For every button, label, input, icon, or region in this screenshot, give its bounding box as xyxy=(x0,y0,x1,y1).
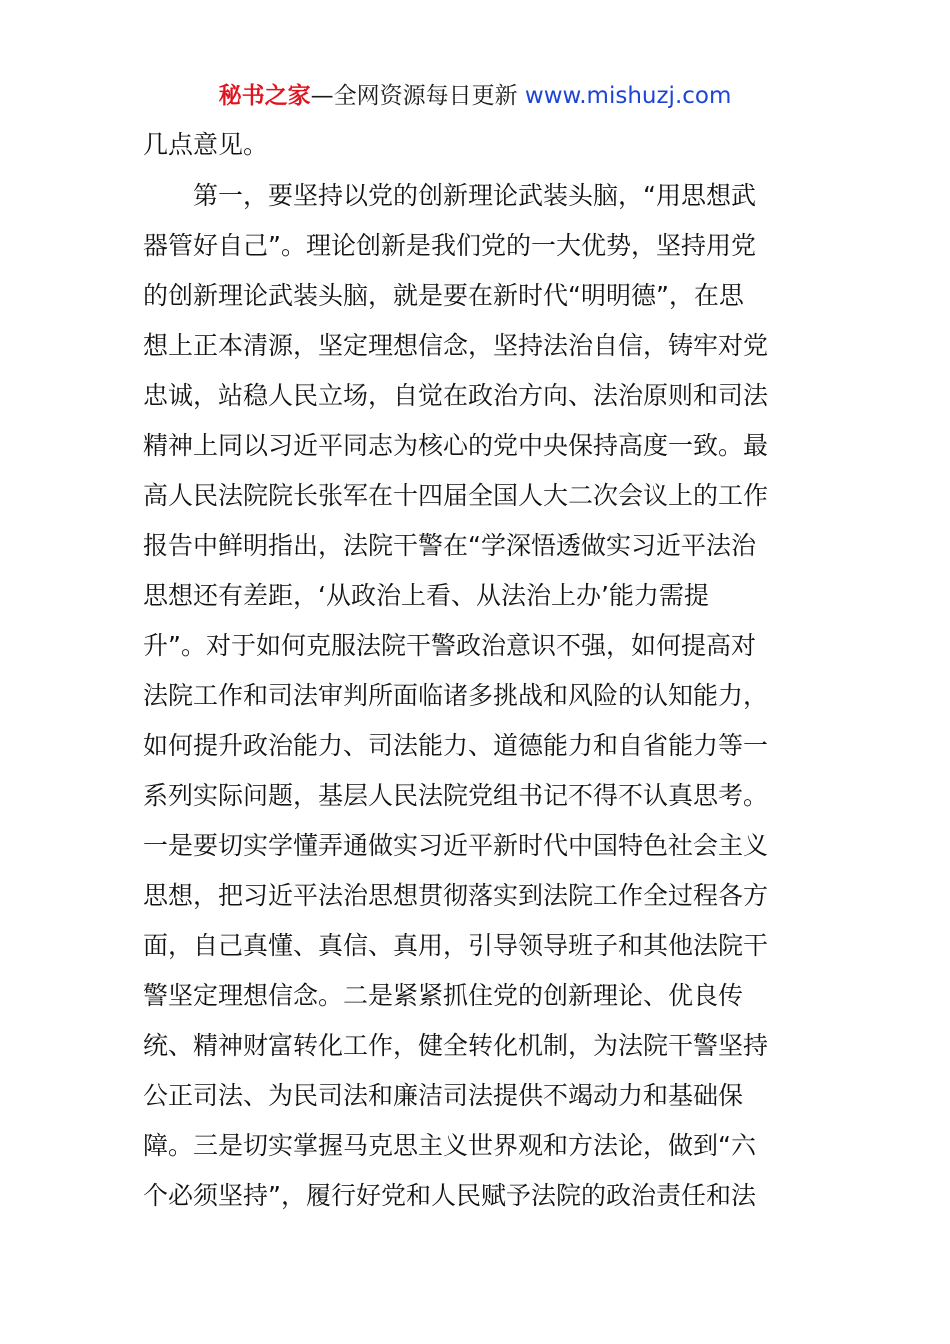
body-line: 系列实际问题，基层人民法院党组书记不得不认真思考。 xyxy=(143,781,769,810)
body-line: 思想还有差距，‘从政治上看、从法治上办’能力需提 xyxy=(143,581,709,610)
body-line: 第一，要坚持以党的创新理论武装头脑，“用思想武 xyxy=(143,181,756,210)
body-line: 一是要切实学懂弄通做实习近平新时代中国特色社会主义 xyxy=(143,831,769,860)
body-line: 统、精神财富转化工作，健全转化机制，为法院干警坚持 xyxy=(143,1031,769,1060)
body-line: 器管好自己”。理论创新是我们党的一大优势，坚持用党 xyxy=(143,231,756,260)
body-line: 如何提升政治能力、司法能力、道德能力和自省能力等一 xyxy=(143,731,769,760)
body-line: 公正司法、为民司法和廉洁司法提供不竭动力和基础保 xyxy=(143,1081,744,1110)
website-link[interactable]: www.mishuzj.com xyxy=(524,83,732,109)
body-line: 法院工作和司法审判所面临诸多挑战和风险的认知能力， xyxy=(143,681,769,710)
body-line: 的创新理论武装头脑，就是要在新时代“明明德”，在思 xyxy=(143,281,744,310)
header-tagline: —全网资源每日更新 xyxy=(310,83,525,109)
page-header xyxy=(0,80,950,112)
body-line: 思想，把习近平法治思想贯彻落实到法院工作全过程各方 xyxy=(143,881,769,910)
body-line: 精神上同以习近平同志为核心的党中央保持高度一致。最 xyxy=(143,431,769,460)
body-line: 警坚定理想信念。二是紧紧抓住党的创新理论、优良传 xyxy=(143,981,744,1010)
body-line: 个必须坚持”，履行好党和人民赋予法院的政治责任和法 xyxy=(143,1181,756,1210)
body-line: 忠诚，站稳人民立场，自觉在政治方向、法治原则和司法 xyxy=(143,381,769,410)
body-line: 高人民法院院长张军在十四届全国人大二次会议上的工作 xyxy=(143,481,769,510)
body-line: 几点意见。 xyxy=(143,130,269,159)
body-line: 想上正本清源，坚定理想信念，坚持法治自信，铸牢对党 xyxy=(143,331,769,360)
brand-name: 秘书之家 xyxy=(218,83,311,109)
body-line: 面，自己真懂、真信、真用，引导领导班子和其他法院干 xyxy=(143,931,769,960)
body-line: 报告中鲜明指出，法院干警在“学深悟透做实习近平法治 xyxy=(143,531,756,560)
body-line: 升”。对于如何克服法院干警政治意识不强，如何提高对 xyxy=(143,631,756,660)
body-line: 障。三是切实掌握马克思主义世界观和方法论，做到“六 xyxy=(143,1131,756,1160)
